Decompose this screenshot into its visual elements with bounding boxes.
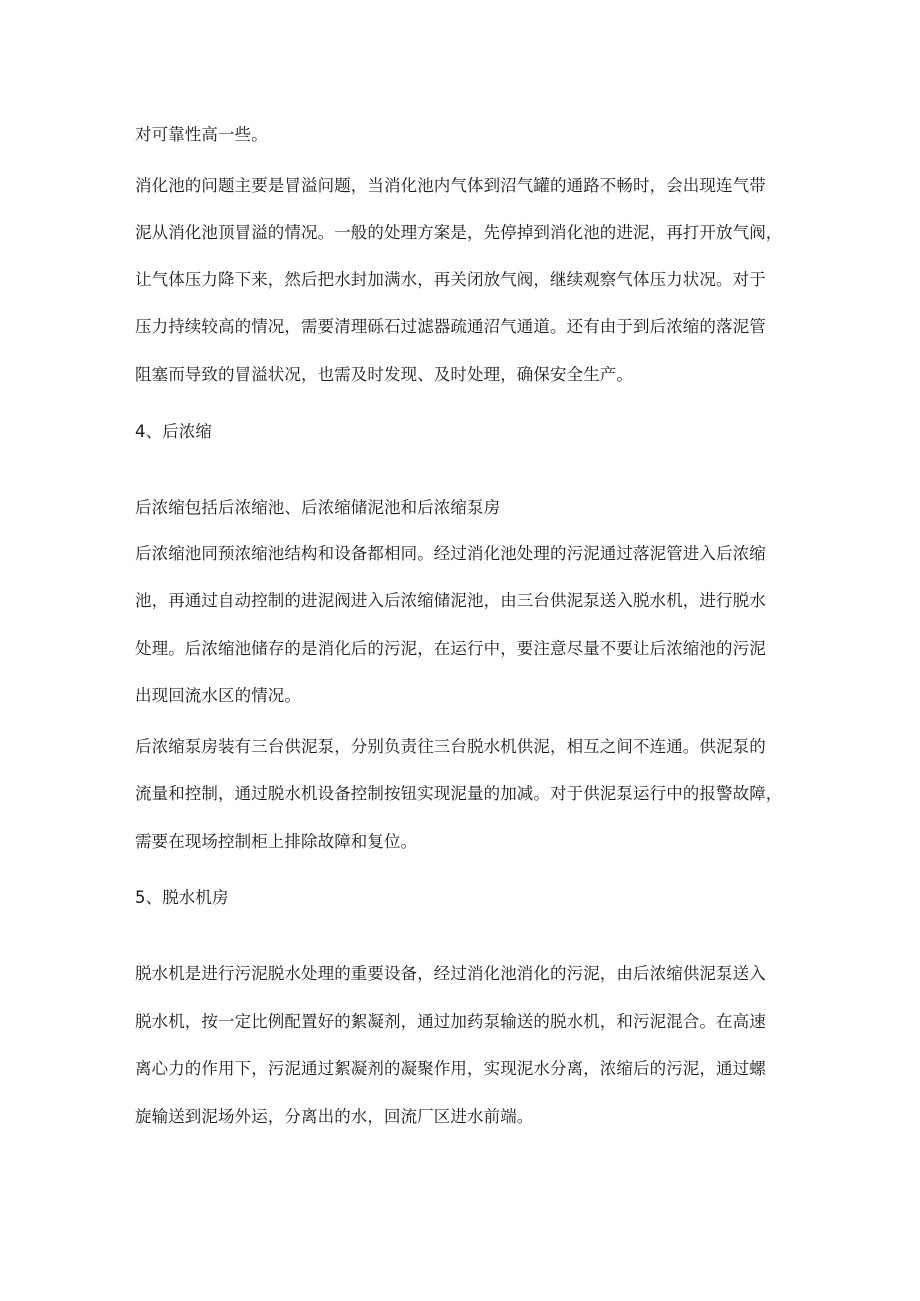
text-line: 需要在现场控制柜上排除故障和复位。 [135, 832, 418, 851]
text-line: 池，再通过自动控制的进泥阀进入后浓缩储泥池，由三台供泥泵送入脱水机，进行脱水 [135, 591, 766, 610]
text-line: 出现回流水区的情况。 [135, 686, 301, 705]
text-line: 让气体压力降下来，然后把水封加满水，再关闭放气阀，继续观察气体压力状况。对于 [135, 270, 766, 289]
text-line: 处理。后浓缩池储存的是消化后的污泥，在运行中，要注意尽量不要让后浓缩池的污泥 [135, 639, 766, 658]
text-line: 泥从消化池顶冒溢的情况。一般的处理方案是，先停掉到消化池的进泥，再打开放气阀， [135, 223, 783, 242]
text-line: 阻塞而导致的冒溢状况，也需及时发现、及时处理，确保安全生产。 [135, 365, 633, 384]
section-heading: 5、脱水机房 [135, 888, 229, 907]
text-line: 消化池的问题主要是冒溢问题，当消化池内气体到沼气罐的通路不畅时，会出现连气带 [135, 176, 766, 195]
text-line: 脱水机是进行污泥脱水处理的重要设备，经过消化池消化的污泥，由后浓缩供泥泵送入 [135, 964, 766, 983]
text-line: 离心力的作用下，污泥通过絮凝剂的凝聚作用，实现泥水分离，浓缩后的污泥，通过螺 [135, 1059, 766, 1078]
text-line: 旋输送到泥场外运，分离出的水，回流厂区进水前端。 [135, 1107, 534, 1126]
section-heading: 4、后浓缩 [135, 422, 212, 441]
text-line: 后浓缩池同预浓缩池结构和设备都相同。经过消化池处理的污泥通过落泥管进入后浓缩 [135, 544, 766, 563]
text-line: 后浓缩泵房装有三台供泥泵，分别负责往三台脱水机供泥，相互之间不连通。供泥泵的 [135, 737, 766, 756]
text-line: 流量和控制，通过脱水机设备控制按钮实现泥量的加减。对于供泥泵运行中的报警故障， [135, 784, 783, 803]
text-line: 压力持续较高的情况，需要清理砾石过滤器疏通沼气通道。还有由于到后浓缩的落泥管 [135, 317, 766, 336]
text-line: 后浓缩包括后浓缩池、后浓缩储泥池和后浓缩泵房 [135, 498, 501, 517]
text-line: 对可靠性高一些。 [135, 125, 268, 144]
text-line: 脱水机，按一定比例配置好的絮凝剂，通过加药泵输送的脱水机，和污泥混合。在高速 [135, 1012, 766, 1031]
